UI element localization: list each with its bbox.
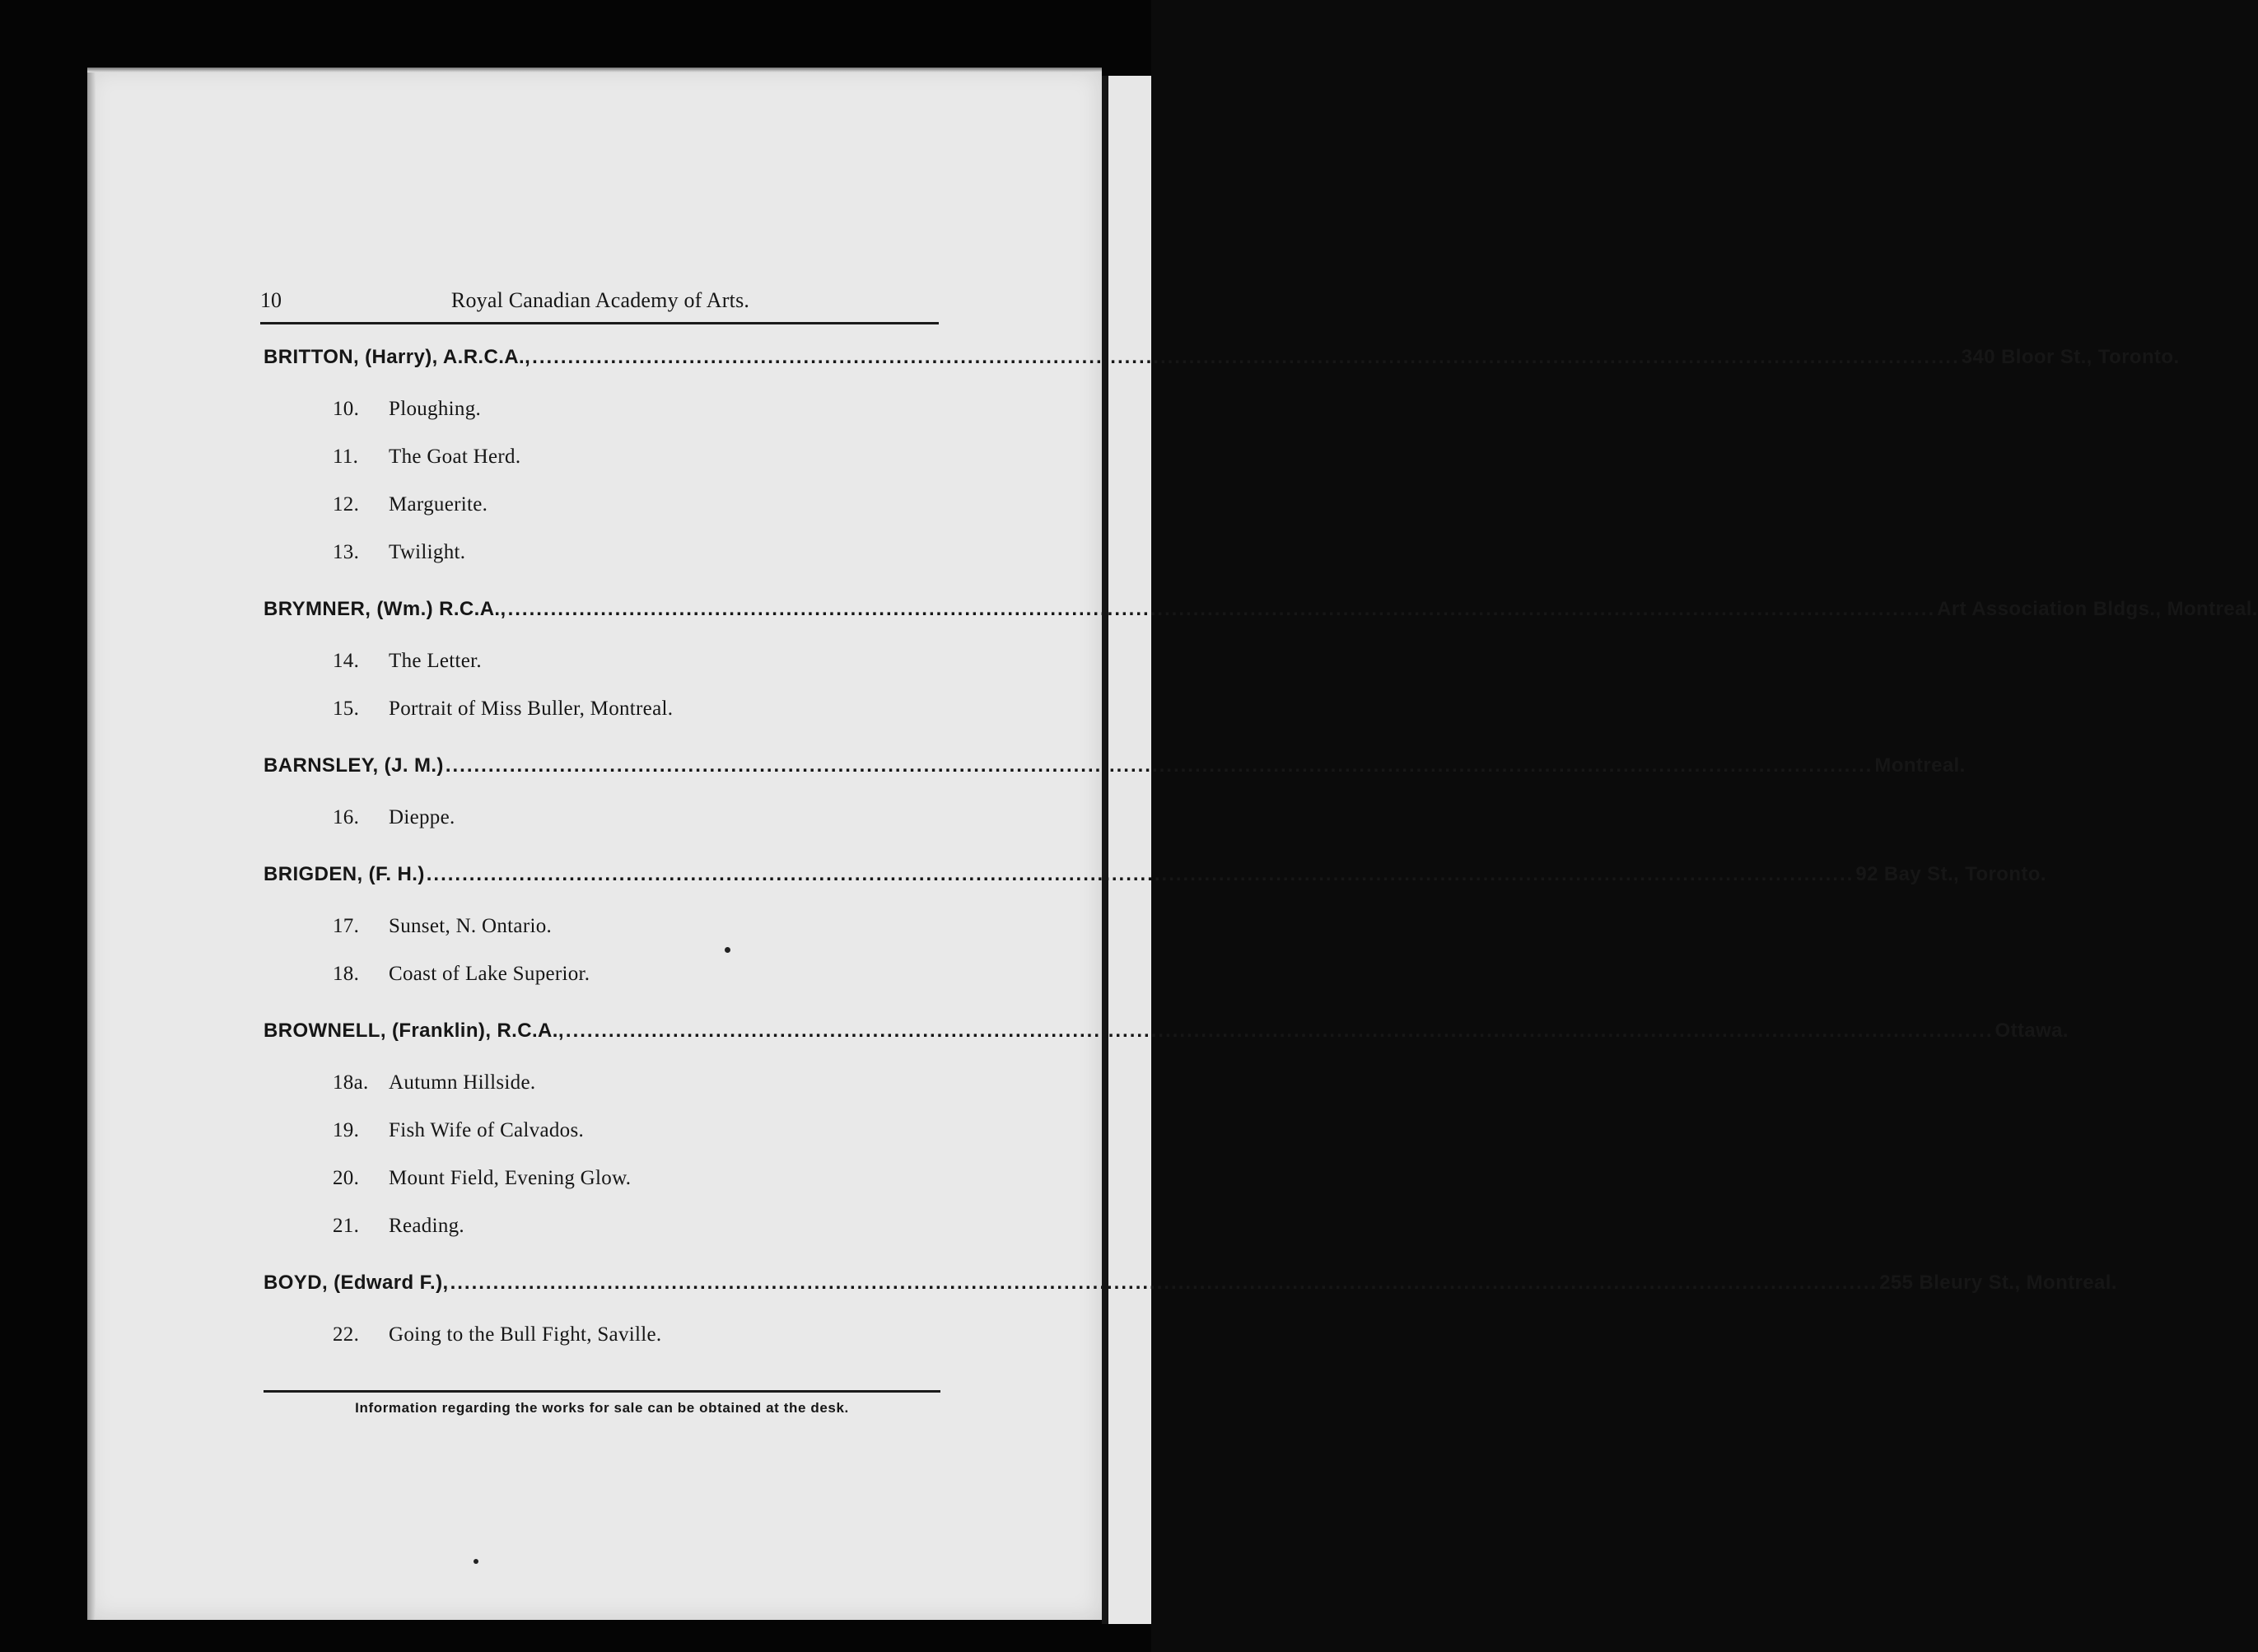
artist-list xyxy=(264,346,2258,1359)
work-number: 17. xyxy=(333,915,360,937)
artist-address: Art Association Bldgs., Montreal. xyxy=(1937,598,2258,620)
work-title: Reading. xyxy=(389,1215,464,1237)
work-title: The Letter. xyxy=(389,650,482,672)
page-header xyxy=(260,288,940,318)
entry-gap xyxy=(264,576,943,598)
artist-heading xyxy=(264,754,1966,787)
artist-address: 255 Bleury St., Montreal. xyxy=(1879,1272,2117,1294)
artist-heading xyxy=(264,1272,2117,1304)
works-list xyxy=(264,903,943,998)
dot-leader: ........................................................................................................................................................................................................ xyxy=(450,1272,1878,1294)
work-number: 18. xyxy=(333,963,360,985)
work-number: 21. xyxy=(333,1215,360,1237)
artist-name: BROWNELL, (Franklin), R.C.A., xyxy=(264,1020,564,1042)
works-list xyxy=(264,794,943,842)
work-item xyxy=(333,1059,943,1107)
dot-leader: ........................................................................................................................................................................................................ xyxy=(426,863,1854,885)
work-item xyxy=(333,637,943,685)
artist-heading xyxy=(264,598,2258,631)
work-number: 13. xyxy=(333,541,360,563)
dot-leader: ........................................................................................................................................................................................................ xyxy=(507,598,1936,620)
work-title: Marguerite. xyxy=(389,493,488,516)
work-item xyxy=(333,529,943,576)
work-title: Portrait of Miss Buller, Montreal. xyxy=(389,698,674,720)
artist-name: BRYMNER, (Wm.) R.C.A., xyxy=(264,598,506,620)
entry-gap xyxy=(264,1250,943,1272)
work-title: The Goat Herd. xyxy=(389,446,521,468)
work-item xyxy=(333,1107,943,1155)
work-number: 12. xyxy=(333,493,360,516)
work-number: 18a. xyxy=(333,1071,369,1094)
entry-gap xyxy=(264,733,943,754)
work-number: 16. xyxy=(333,806,360,828)
entry-gap xyxy=(264,998,943,1020)
work-item xyxy=(333,385,943,433)
dot-leader: ........................................................................................................................................................................................................ xyxy=(565,1020,1994,1042)
work-title: Dieppe. xyxy=(389,806,455,828)
work-item xyxy=(333,903,943,950)
works-list xyxy=(264,637,943,733)
book-spine xyxy=(1102,76,1108,1624)
dot-leader: ........................................................................................................................................................................................................ xyxy=(445,754,1873,777)
page-top-edge xyxy=(87,68,1102,72)
artist-heading xyxy=(264,1020,2069,1052)
artist-heading xyxy=(264,863,2046,896)
print-speck xyxy=(725,947,730,953)
work-item xyxy=(333,950,943,998)
artist-entry xyxy=(264,346,2180,576)
work-number: 10. xyxy=(333,398,360,420)
artist-heading xyxy=(264,346,2180,379)
work-number: 14. xyxy=(333,650,360,672)
work-number: 15. xyxy=(333,698,360,720)
page-number: 10 xyxy=(260,288,282,312)
artist-address: 92 Bay St., Toronto. xyxy=(1855,863,2046,885)
work-title: Autumn Hillside. xyxy=(389,1071,536,1094)
work-item xyxy=(333,433,943,481)
footer-note: Information regarding the works for sale can be obtained at the desk. xyxy=(355,1400,849,1416)
work-item xyxy=(333,1311,943,1359)
artist-entry xyxy=(264,863,2046,998)
works-list xyxy=(264,385,943,576)
works-list xyxy=(264,1059,943,1250)
work-title: Mount Field, Evening Glow. xyxy=(389,1167,632,1189)
work-number: 20. xyxy=(333,1167,360,1189)
running-title: Royal Canadian Academy of Arts. xyxy=(450,288,750,312)
works-list xyxy=(264,1311,943,1359)
artist-address: Montreal. xyxy=(1874,754,1966,777)
work-title: Sunset, N. Ontario. xyxy=(389,915,553,937)
artist-entry xyxy=(264,1020,2069,1250)
artist-entry xyxy=(264,598,2258,733)
artist-name: BRIGDEN, (F. H.) xyxy=(264,863,425,885)
work-title: Coast of Lake Superior. xyxy=(389,963,590,985)
work-item xyxy=(333,794,943,842)
work-number: 11. xyxy=(333,446,359,468)
work-title: Fish Wife of Calvados. xyxy=(389,1119,585,1141)
work-item xyxy=(333,481,943,529)
work-number: 22. xyxy=(333,1323,360,1346)
entry-gap xyxy=(264,842,943,863)
artist-address: 340 Bloor St., Toronto. xyxy=(1961,346,2180,368)
footer-rule xyxy=(264,1390,940,1393)
work-title: Going to the Bull Fight, Saville. xyxy=(389,1323,662,1346)
work-item xyxy=(333,1202,943,1250)
artist-name: BOYD, (Edward F.), xyxy=(264,1272,449,1294)
work-number: 19. xyxy=(333,1119,360,1141)
artist-name: BARNSLEY, (J. M.) xyxy=(264,754,444,777)
artist-entry xyxy=(264,754,1966,842)
work-title: Ploughing. xyxy=(389,398,482,420)
dot-leader: ........................................................................................................................................................................................................ xyxy=(532,346,1960,368)
work-item xyxy=(333,685,943,733)
page-left-edge xyxy=(87,68,96,1620)
print-speck xyxy=(474,1559,478,1564)
artist-entry xyxy=(264,1272,2117,1359)
work-item xyxy=(333,1155,943,1202)
artist-address: Ottawa. xyxy=(1994,1020,2069,1042)
facing-page-edge xyxy=(1102,76,1151,1624)
work-title: Twilight. xyxy=(389,541,466,563)
artist-name: BRITTON, (Harry), A.R.C.A., xyxy=(264,346,531,368)
header-rule xyxy=(260,322,939,324)
